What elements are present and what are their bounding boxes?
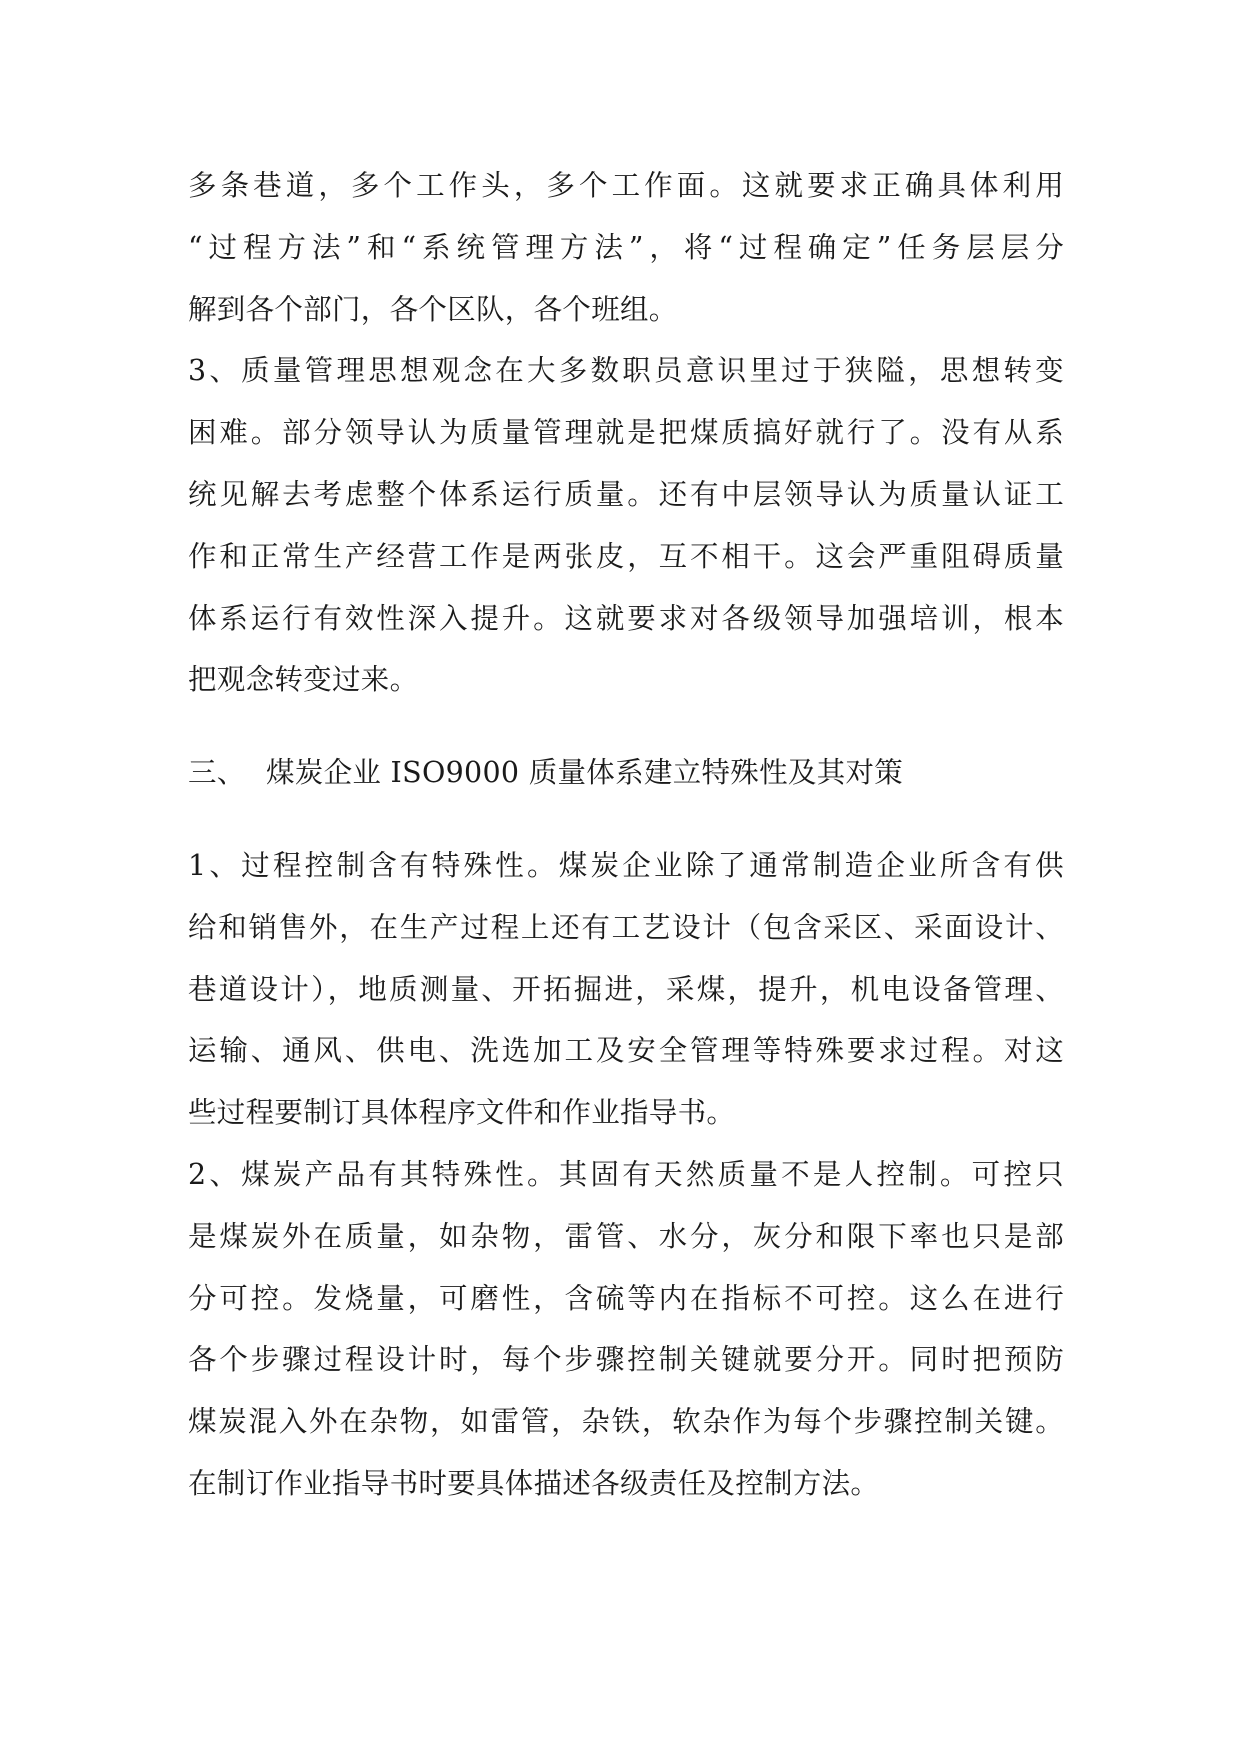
text-line: 在制订作业指导书时要具体描述各级责任及控制方法。 (188, 1466, 880, 1500)
text-line: 煤炭混入外在杂物，如雷管，杂铁，软杂作为每个步骤控制关键。 (188, 1405, 1064, 1439)
section-number: 三、 (188, 756, 246, 790)
text-line: 解到各个部门，各个区队，各个班组。 (188, 292, 678, 326)
text-line: 各个步骤过程设计时，每个步骤控制关键就要分开。同时把预防 (188, 1343, 1064, 1377)
text-line: 给和销售外，在生产过程上还有工艺设计（包含采区、采面设计、 (188, 910, 1064, 944)
text-line: 困难。部分领导认为质量管理就是把煤质搞好就行了。没有从系 (188, 416, 1064, 450)
text-line: 2、煤炭产品有其特殊性。其固有天然质量不是人控制。可控只 (188, 1157, 1064, 1191)
text-line: 体系运行有效性深入提升。这就要求对各级领导加强培训，根本 (188, 601, 1064, 635)
text-line: 是煤炭外在质量，如杂物，雷管、水分，灰分和限下率也只是部 (188, 1219, 1064, 1253)
text-line: 运输、通风、供电、洗选加工及安全管理等特殊要求过程。对这 (188, 1034, 1064, 1068)
text-line: 些过程要制订具体程序文件和作业指导书。 (188, 1096, 736, 1130)
text-line: 统见解去考虑整个体系运行质量。还有中层领导认为质量认证工 (188, 477, 1064, 511)
text-line: 分可控。发烧量，可磨性，含硫等内在指标不可控。这么在进行 (188, 1281, 1064, 1315)
paragraph-item-1 (188, 835, 1064, 1144)
text-line: 把观念转变过来。 (188, 663, 419, 697)
text-line: 巷道设计），地质测量、开拓掘进，采煤，提升，机电设备管理、 (188, 972, 1064, 1006)
text-line: 多条巷道，多个工作头，多个工作面。这就要求正确具体利用 (188, 169, 1064, 202)
section-title: 煤炭企业 ISO9000 质量体系建立特殊性及其对策 (266, 756, 904, 790)
paragraph-item-3 (188, 340, 1064, 711)
section-heading (188, 742, 1064, 804)
text-line: 3、质量管理思想观念在大多数职员意识里过于狭隘，思想转变 (188, 354, 1064, 388)
paragraph-continuation (188, 155, 1064, 340)
text-line: 1、过程控制含有特殊性。煤炭企业除了通常制造企业所含有供 (188, 848, 1064, 882)
paragraph-item-2 (188, 1144, 1064, 1515)
document-body (188, 155, 1064, 1515)
text-line: 作和正常生产经营工作是两张皮，互不相干。这会严重阻碍质量 (188, 539, 1064, 573)
text-line: “过程方法”和“系统管理方法”，将“过程确定”任务层层分 (188, 230, 1064, 264)
